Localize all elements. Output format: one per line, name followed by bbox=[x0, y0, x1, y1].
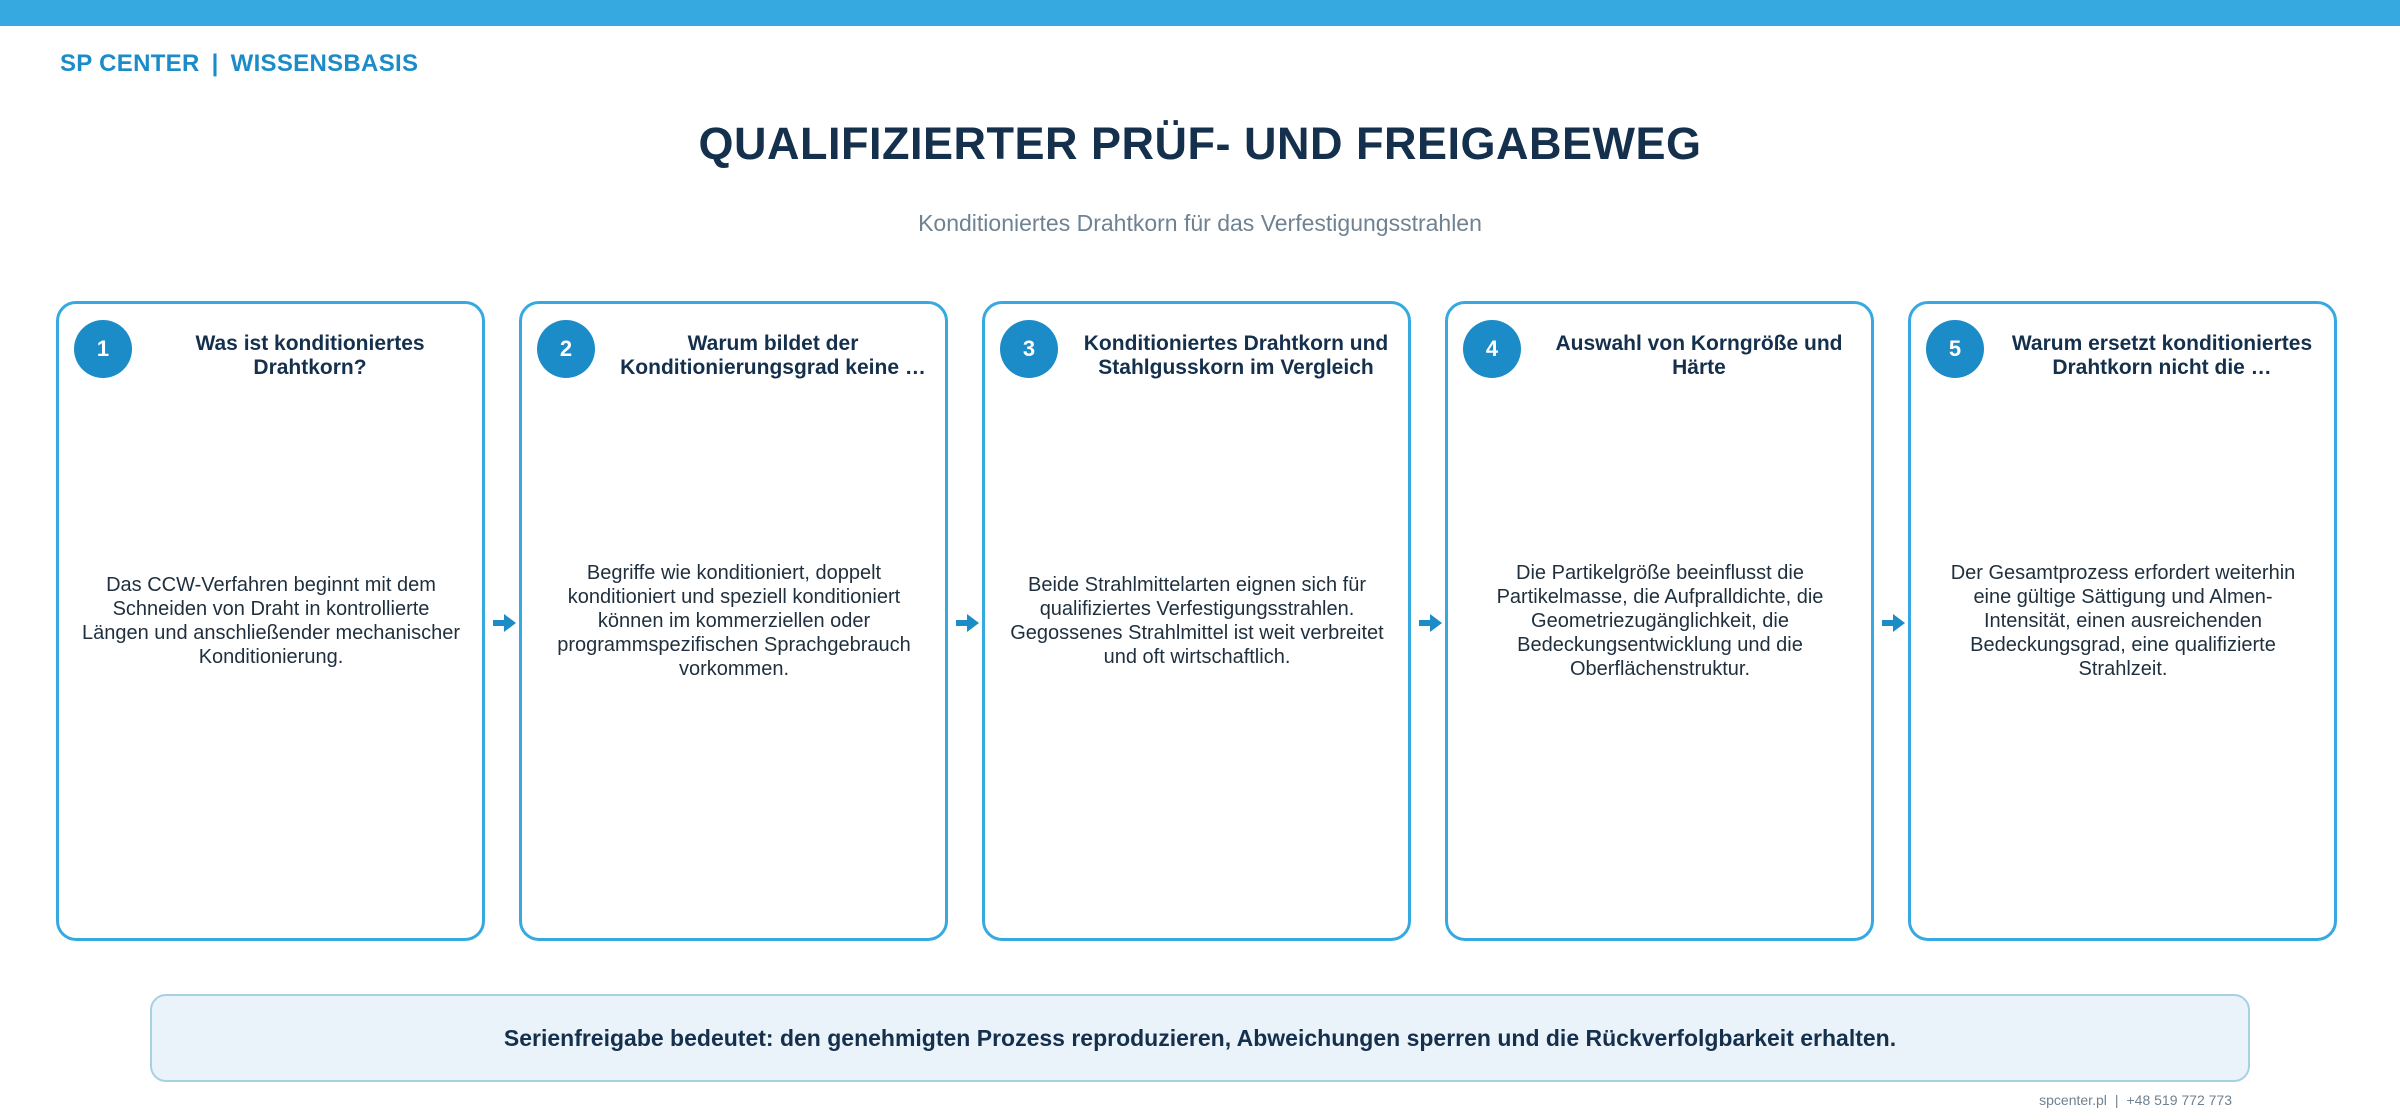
step-description-4: Die Partikelgröße beeinflusst die Partikelmasse, die Aufpralldichte, die Geometriezugänglichkeit, die Bedeckungsentwicklung und die Oberflächenstruktur. bbox=[1496, 562, 1824, 680]
footer-contact bbox=[2039, 1092, 2232, 1108]
step-description-5: Der Gesamtprozess erfordert weiterhin eine gültige Sättigung und Almen-Intensität, einen ausreichenden Bedeckungsgrad, eine qualifizierte Strahlzeit. bbox=[1950, 562, 2296, 680]
footer-phone: +48 519 772 773 bbox=[2126, 1092, 2232, 1108]
step-card-4 bbox=[1445, 301, 1874, 941]
page-subtitle: Konditioniertes Drahtkorn für das Verfestigungsstrahlen bbox=[918, 210, 1482, 236]
summary-banner bbox=[150, 994, 2250, 1082]
footer-separator: | bbox=[2114, 1092, 2119, 1108]
top-accent-bar bbox=[0, 0, 2400, 26]
brand-name: SP CENTER bbox=[60, 50, 200, 77]
step-number-badge-4: 4 bbox=[1463, 320, 1521, 378]
step-card-2 bbox=[519, 301, 948, 941]
step-title-3: Konditioniertes Drahtkorn und Stahlgusskorn im Vergleich bbox=[1083, 332, 1389, 379]
step-card-3 bbox=[982, 301, 1411, 941]
step-card-5 bbox=[1908, 301, 2337, 941]
brand-section: WISSENSBASIS bbox=[230, 50, 419, 77]
step-description-3: Beide Strahlmittelarten eignen sich für qualifiziertes Verfestigungsstrahlen. Gegossenes Strahlmittel ist weit verbreitet und oft wirtschaftlich. bbox=[1010, 574, 1384, 668]
step-number-badge-3: 3 bbox=[1000, 320, 1058, 378]
footer-website: spcenter.pl bbox=[2039, 1092, 2107, 1108]
step-title-5: Warum ersetzt konditioniertes Drahtkorn nicht die … bbox=[2011, 332, 2313, 379]
brand-separator: | bbox=[211, 50, 219, 77]
step-number-badge-2: 2 bbox=[537, 320, 595, 378]
arrow-right-icon bbox=[493, 611, 517, 635]
arrow-right-icon bbox=[1419, 611, 1443, 635]
step-number-badge-1: 1 bbox=[74, 320, 132, 378]
summary-banner-text: Serienfreigabe bedeutet: den genehmigten Prozess reproduzieren, Abweichungen sperren und die Rückverfolgbarkeit erhalten. bbox=[503, 1024, 1897, 1051]
arrow-right-icon bbox=[956, 611, 980, 635]
step-number-badge-5: 5 bbox=[1926, 320, 1984, 378]
step-description-1: Das CCW-Verfahren beginnt mit dem Schneiden von Draht in kontrollierte Längen und anschließender mechanischer Konditionierung. bbox=[81, 574, 461, 668]
step-card-1 bbox=[56, 301, 485, 941]
step-title-4: Auswahl von Korngröße und Härte bbox=[1555, 332, 1843, 379]
arrow-right-icon bbox=[1882, 611, 1906, 635]
brand-header bbox=[60, 50, 418, 78]
step-title-1: Was ist konditioniertes Drahtkorn? bbox=[195, 332, 425, 379]
step-title-2: Warum bildet der Konditionierungsgrad keine … bbox=[620, 332, 926, 379]
page-title: QUALIFIZIERTER PRÜF- UND FREIGABEWEG bbox=[698, 118, 1702, 169]
step-description-2: Begriffe wie konditioniert, doppelt konditioniert und speziell konditioniert können im kommerziellen oder programmspezifischen Sprachgebrauch vorkommen. bbox=[557, 562, 911, 680]
